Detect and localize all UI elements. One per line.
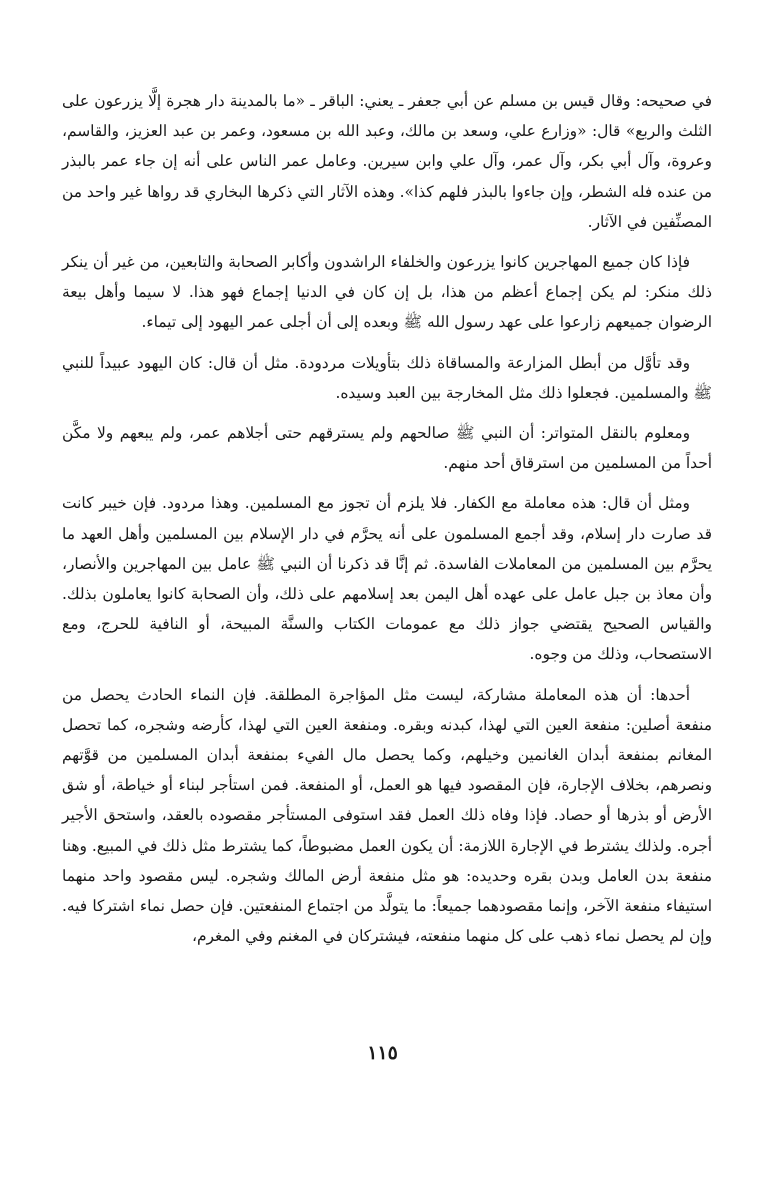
paragraph-4: ومعلوم بالنقل المتواتر: أن النبي ﷺ صالحهم ولم يسترقهم حتى أجلاهم عمر، ولم يبعهم ولا مكَّن أحداً من المسلمين من استرقاق أحد منهم. bbox=[62, 424, 712, 473]
paragraph-6: أحدها: أن هذه المعاملة مشاركة، ليست مثل المؤاجرة المطلقة. فإن النماء الحادث يحصل من منفعة أصلين: منفعة العين التي لهذا، كبدنه وبقره. ومنفعة العين التي لهذا، كأرضه وشجره، كما تحصل المغانم بمنفعة أبدان الغانمين وخيلهم، وكما يحصل مال الفيء بمنفعة أبدان المسلمين من قوَّتهم ونصرهم، بخلاف الإجارة، فإن المقصود فيها هو العمل، أو المنفعة. فمن استأجر لبناء أو خياطة، أو شق الأرض أو بذرها أو حصاد. فإذا وفاه ذلك العمل فقد استوفى المستأجر مقصوده بالعقد، واستحق الأجير أجره. ولذلك يشترط في الإجارة اللازمة: أن يكون العمل مضبوطاً، كما يشترط مثل ذلك في المبيع. وهنا منفعة بدن العامل وبدن بقره وحديده: هو مثل منفعة أرض المالك وشجره. ليس مقصود واحد منهما استيفاء منفعة الآخر، وإنما مقصودهما جميعاً: ما يتولَّد من اجتماع المنفعتين. فإن حصل نماء اشتركا فيه. وإن لم يحصل نماء ذهب على كل منهما منفعته، فيشتركان في المغنم وفي المغرم، bbox=[62, 685, 712, 946]
paragraph-2: فإذا كان جميع المهاجرين كانوا يزرعون والخلفاء الراشدون وأكابر الصحابة والتابعين، من غير أن ينكر ذلك منكر: لم يكن إجماع أعظم من هذا، بل إن كان في الدنيا إجماع فهو هذا. لا سيما وأهل بيعة الرضوان جميعهم زارعوا على عهد رسول الله ﷺ وبعده إلى أن أجلى عمر اليهود إلى تيماء. bbox=[62, 253, 712, 332]
paragraph-3: وقد تأوَّل من أبطل المزارعة والمساقاة ذلك بتأويلات مردودة. مثل أن قال: كان اليهود عبيداً للنبي ﷺ والمسلمين. فجعلوا ذلك مثل المخارجة بين العبد وسيده. bbox=[62, 353, 712, 402]
page-number: ١١٥ bbox=[367, 1042, 398, 1064]
paragraph-5: ومثل أن قال: هذه معاملة مع الكفار. فلا يلزم أن تجوز مع المسلمين. وهذا مردود. فإن خيبر كانت قد صارت دار إسلام، وقد أجمع المسلمون على أنه يحرَّم في دار الإسلام بين المسلمين وأهل العهد ما يحرَّم بين المسلمين من المعاملات الفاسدة. ثم إنَّا قد ذكرنا أن النبي ﷺ عامل بين المهاجرين والأنصار، وأن معاذ بن جبل عامل على عهده أهل اليمن بعد إسلامهم على ذلك، وأن الصحابة كانوا يعاملون بذلك. والقياس الصحيح يقتضي جواز ذلك مع عمومات الكتاب والسنَّة المبيحة، أو النافية للحرج، ومع الاستصحاب، وذلك من وجوه. bbox=[62, 494, 712, 664]
page-body bbox=[62, 86, 712, 961]
paragraph-1: في صحيحه: وقال قيس بن مسلم عن أبي جعفر ـ يعني: الباقر ـ «ما بالمدينة دار هجرة إلَّا يزرعون على الثلث والربع» قال: «وزارع علي، وسعد بن مالك، وعبد الله بن مسعود، وعمر بن عبد العزيز، والقاسم، وعروة، وآل أبي بكر، وآل عمر، وآل علي وابن سيرين. وعامل عمر الناس على أنه إن جاء عمر بالبذر من عنده فله الشطر، وإن جاءوا بالبذر فلهم كذا». وهذه الآثار التي ذكرها البخاري قد رواها غير واحد من المصنِّفين في الآثار. bbox=[62, 92, 712, 231]
